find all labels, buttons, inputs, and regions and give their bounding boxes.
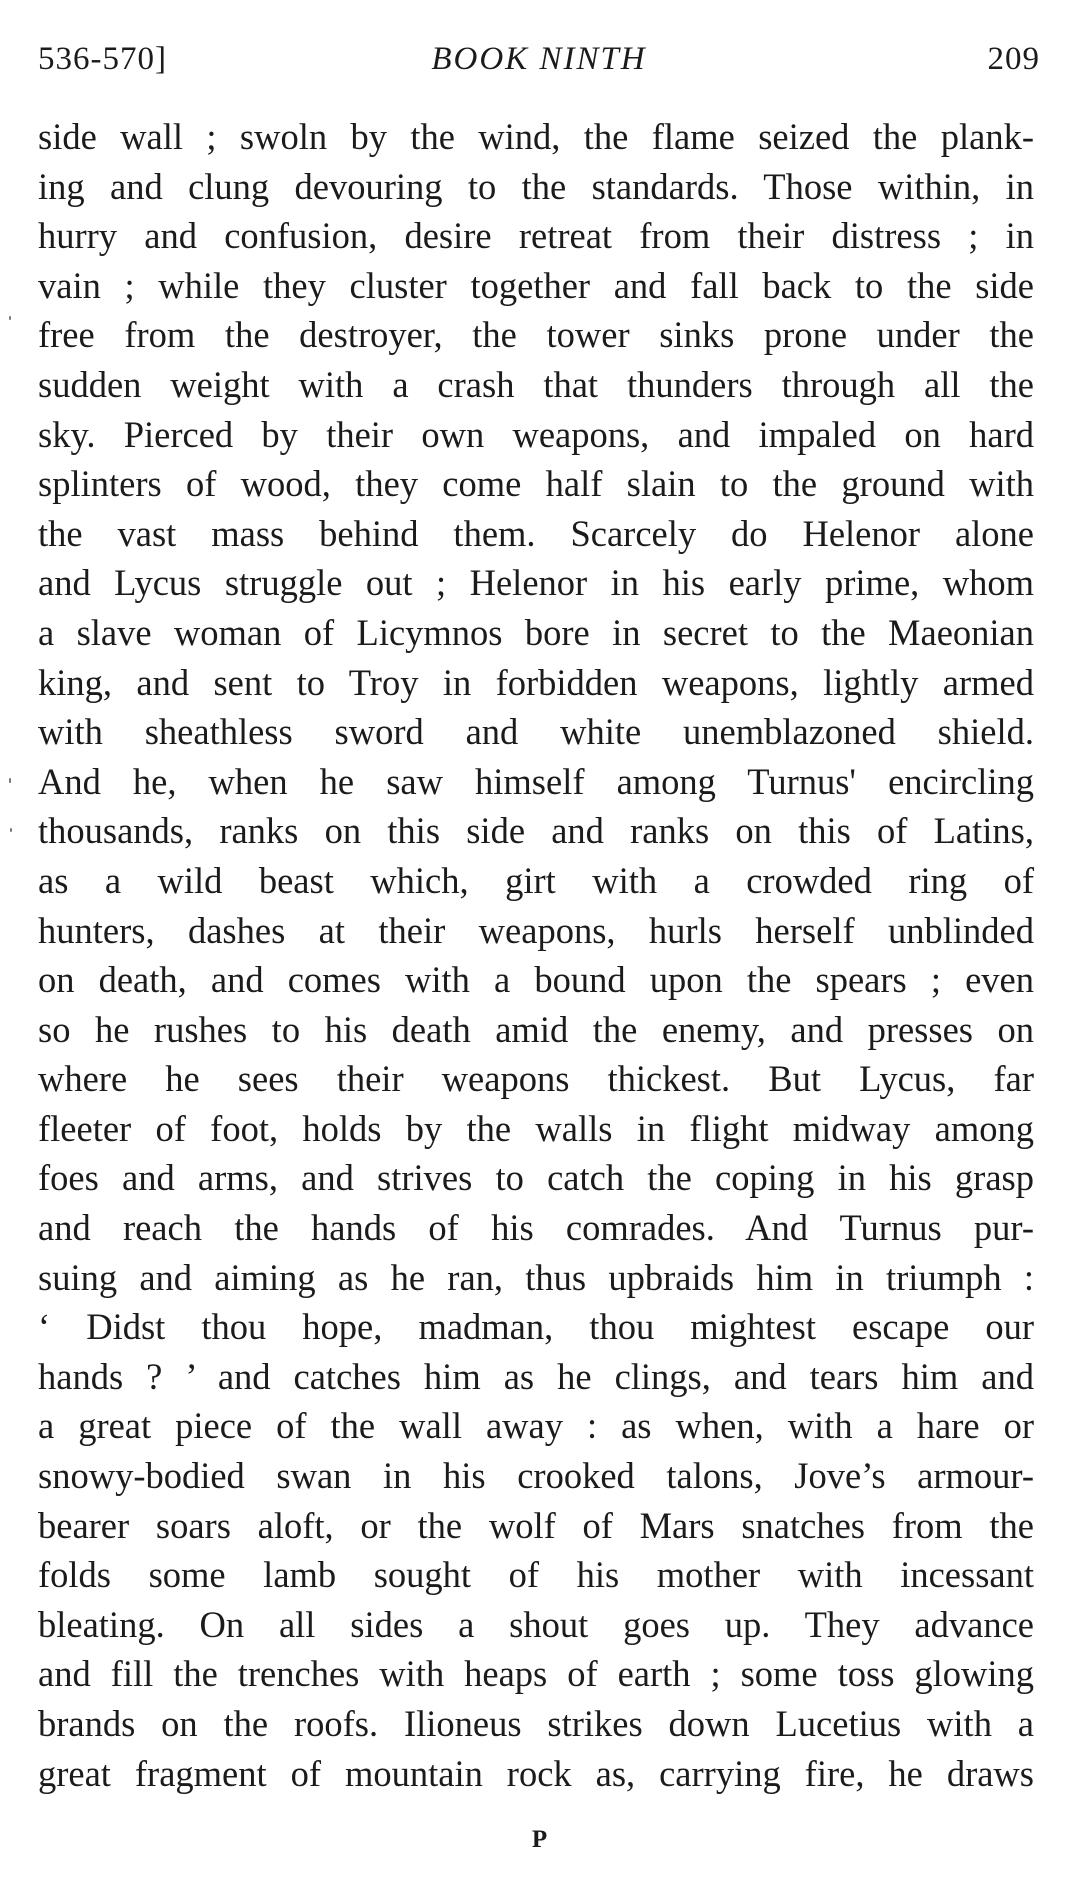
- margin-speck: [9, 778, 11, 783]
- text-line: vain ; while they cluster together and fall back to the side: [38, 264, 1034, 306]
- text-line: splinters of wood, they come half slain to the ground with: [38, 463, 1034, 505]
- text-line: sky. Pierced by their own weapons, and impaled on hard: [38, 413, 1034, 455]
- text-line: ‘ Didst thou hope, madman, thou mightest escape our: [38, 1306, 1034, 1348]
- running-head: [38, 34, 1040, 84]
- text-line: And he, when he saw himself among Turnus' encircling: [38, 760, 1034, 802]
- text-line: folds some lamb sought of his mother with incessant: [38, 1554, 1034, 1596]
- text-line: and fill the trenches with heaps of earth ; some toss glowing: [38, 1653, 1034, 1695]
- text-line: fleeter of foot, holds by the walls in flight midway among: [38, 1107, 1034, 1149]
- text-line: a slave woman of Licymnos bore in secret to the Maeonian: [38, 611, 1034, 653]
- text-line: bleating. On all sides a shout goes up. They advance: [38, 1603, 1034, 1645]
- text-line: suing and aiming as he ran, thus upbraids him in triumph :: [38, 1256, 1034, 1298]
- text-line: hands ? ’ and catches him as he clings, and tears him and: [38, 1355, 1034, 1397]
- text-line: so he rushes to his death amid the enemy, and presses on: [38, 1008, 1034, 1050]
- text-line: bearer soars aloft, or the wolf of Mars snatches from the: [38, 1504, 1034, 1546]
- signature-mark: P: [531, 1826, 549, 1853]
- text-line: thousands, ranks on this side and ranks on this of Latins,: [38, 810, 1034, 852]
- text-line: as a wild beast which, girt with a crowded ring of: [38, 859, 1034, 901]
- text-line: foes and arms, and strives to catch the coping in his grasp: [38, 1157, 1034, 1199]
- text-line: free from the destroyer, the tower sinks prone under the: [38, 314, 1034, 356]
- text-line: hunters, dashes at their weapons, hurls herself unblinded: [38, 909, 1034, 951]
- text-line: brands on the roofs. Ilioneus strikes down Lucetius with a: [38, 1703, 1034, 1744]
- page-number: 209: [987, 41, 1040, 77]
- text-line: with sheathless sword and white unemblazoned shield.: [38, 711, 1034, 753]
- text-line: on death, and comes with a bound upon the spears ; even: [38, 959, 1034, 1001]
- text-line: side wall ; swoln by the wind, the flame seized the plank-: [38, 116, 1034, 157]
- margin-speck: [9, 316, 11, 320]
- text-line: ing and clung devouring to the standards. Those within, in: [38, 165, 1034, 207]
- line-range: 536-570]: [38, 41, 167, 77]
- text-line: the vast mass behind them. Scarcely do Helenor alone: [38, 512, 1034, 554]
- text-line: a great piece of the wall away : as when, with a hare or: [38, 1405, 1034, 1447]
- text-line: great fragment of mountain rock as, carrying fire, he draws: [38, 1752, 1034, 1794]
- book-title: BOOK NINTH: [431, 41, 647, 77]
- text-line: hurry and confusion, desire retreat from their distress ; in: [38, 215, 1034, 257]
- text-line: and reach the hands of his comrades. And Turnus pur-: [38, 1207, 1034, 1249]
- text-line: and Lycus struggle out ; Helenor in his early prime, whom: [38, 562, 1034, 604]
- text-line: king, and sent to Troy in forbidden weapons, lightly armed: [38, 661, 1034, 703]
- body-text: [38, 112, 1034, 1798]
- text-line: snowy-bodied swan in his crooked talons, Jove’s armour-: [38, 1455, 1034, 1497]
- text-line: sudden weight with a crash that thunders through all the: [38, 363, 1034, 405]
- margin-speck: [10, 828, 12, 832]
- text-line: where he sees their weapons thickest. But Lycus, far: [38, 1058, 1034, 1100]
